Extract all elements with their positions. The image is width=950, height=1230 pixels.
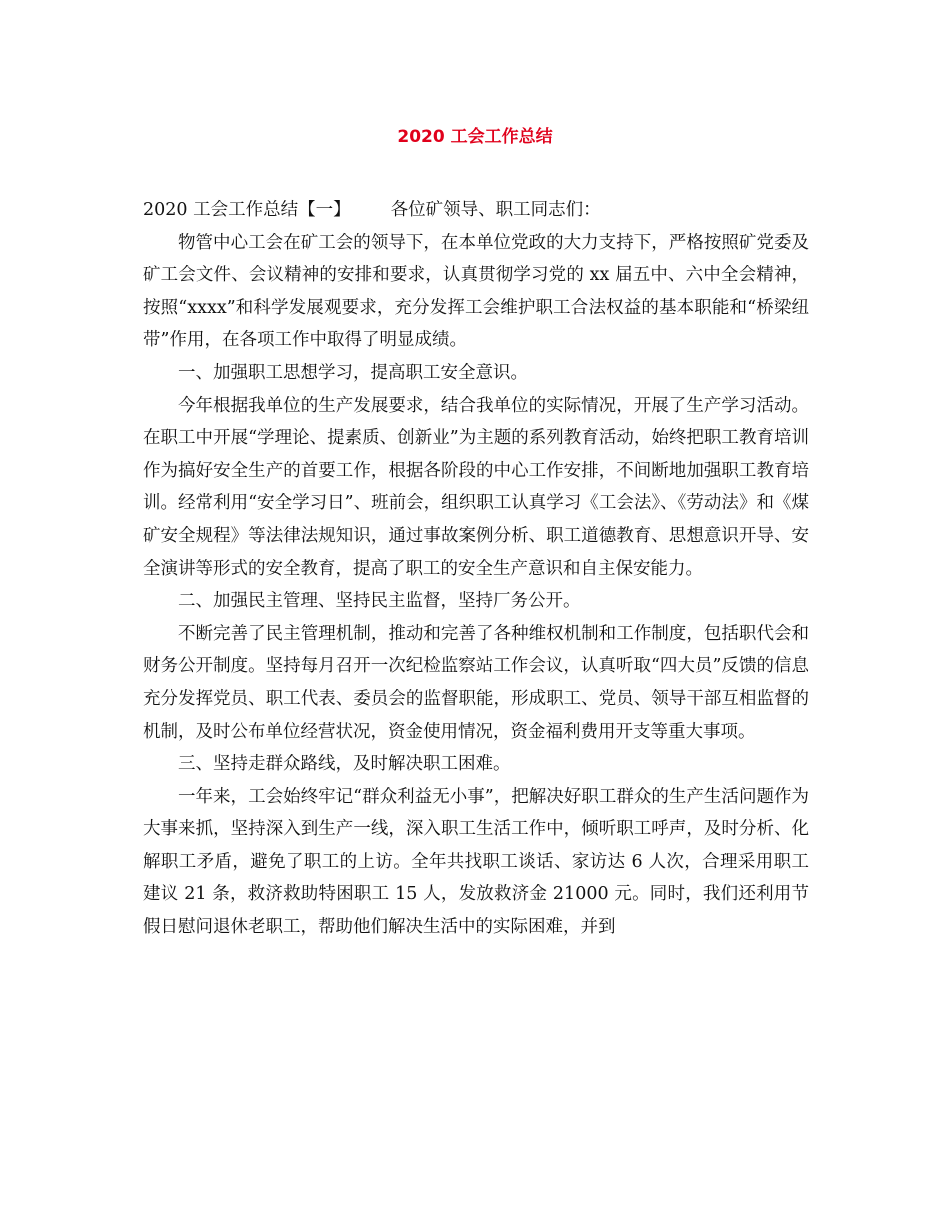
lead-heading: 2020 工会工作总结【一】 — [143, 200, 351, 220]
section-heading-2: 二、加强民主管理、坚持民主监督，坚持厂务公开。 — [178, 591, 581, 612]
section-heading-3: 三、坚持走群众路线，及时解决职工困难。 — [178, 754, 511, 775]
section-heading-1: 一、加强职工思想学习，提高职工安全意识。 — [178, 362, 528, 383]
lead-line — [143, 194, 809, 227]
paragraph-intro: 物管中心工会在矿工会的领导下，在本单位党政的大力支持下，严格按照矿党委及矿工会文件、会议精神的安排和要求，认真贯彻学习党的 xx 届五中、六中全会精神，按照“xxxx”和科学发展观要求，充分发挥工会维护职工合法权益的基本职能和“桥梁纽带”作用，在各项工作中取得了明显成绩。 — [143, 232, 809, 351]
paragraph-section-3: 一年来，工会始终牢记“群众利益无小事”，把解决好职工群众的生产生活问题作为大事来抓，坚持深入到生产一线，深入职工生活工作中，倾听职工呼声，及时分析、化解职工矛盾，避免了职工的上访。全年共找职工谈话、家访达 6 人次，合理采用职工建议 21 条，救济救助特困职工 15 人，发放救济金 21000 元。同时，我们还利用节假日慰问退休老职工，帮助他们解决生活中的实际困难，并到 — [143, 786, 809, 938]
document-body — [143, 194, 809, 944]
paragraph-section-1: 今年根据我单位的生产发展要求，结合我单位的实际情况，开展了生产学习活动。在职工中开展“学理论、提素质、创新业”为主题的系列教育活动，始终把职工教育培训作为搞好安全生产的首要工作，根据各阶段的中心工作安排，不间断地加强职工教育培训。经常利用“安全学习日”、班前会，组织职工认真学习《工会法》、《劳动法》和《煤矿安全规程》等法律法规知识，通过事故案例分析、职工道德教育、思想意识开导、安全演讲等形式的安全教育，提高了职工的安全生产意识和自主保安能力。 — [143, 395, 809, 579]
paragraph-section-2: 不断完善了民主管理机制，推动和完善了各种维权机制和工作制度，包括职代会和财务公开制度。坚持每月召开一次纪检监察站工作会议，认真听取“四大员”反馈的信息充分发挥党员、职工代表、委员会的监督职能，形成职工、党员、领导干部互相监督的机制，及时公布单位经营状况，资金使用情况，资金福利费用开支等重大事项。 — [143, 623, 809, 742]
lead-greeting: 各位矿领导、职工同志们： — [390, 200, 601, 220]
document-title: 2020 工会工作总结 — [397, 127, 553, 147]
